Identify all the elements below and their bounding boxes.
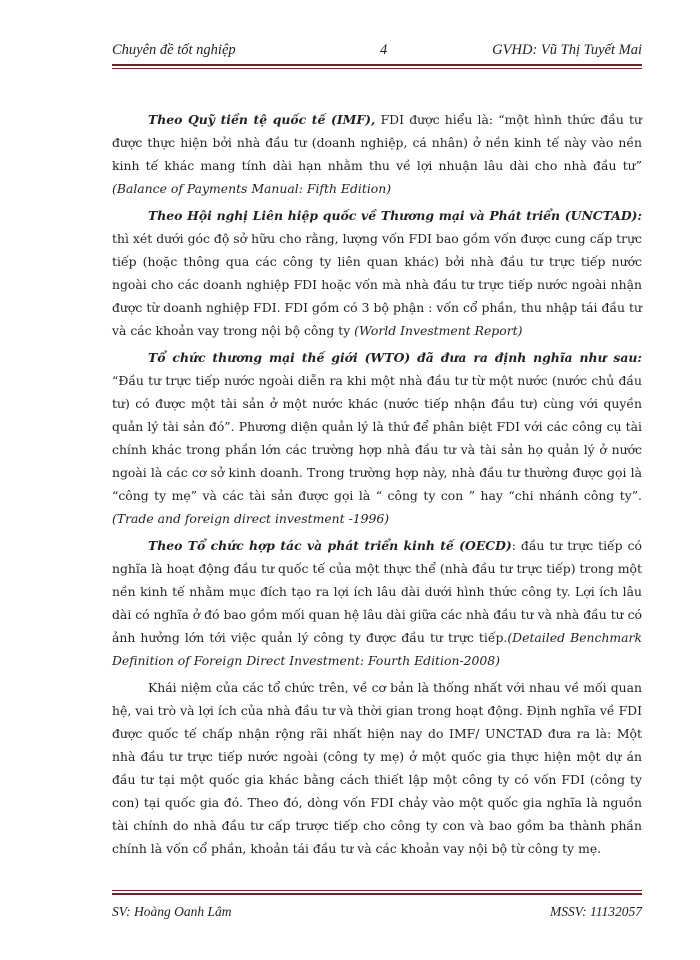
page-number: 4 [380,42,388,58]
footer-student: SV: Hoàng Oanh Lâm [112,904,232,919]
body-text [112,108,642,864]
paragraph-oecd [112,534,642,672]
paragraph-lead: Theo Tổ chức hợp tác và phát triển kinh tế (OECD) [148,538,512,553]
paragraph-lead: Theo Quỹ tiền tệ quốc tế (IMF), [148,112,376,127]
paragraph-body: “Đầu tư trực tiếp nước ngoài diễn ra khi một nhà đầu tư từ một nước (nước chủ đầu tư) có được một tài sản ở một nước khác (nước tiếp nhận đầu tư) cùng với quyền quản lý tài sản đó”. Phương diện quản lý là thứ để phân biệt FDI với các công cụ tài chính khác trong phần lớn các trường hợp nhà đầu tư và tài sản họ quản lý ở nước ngoài là các cơ sở kinh doanh. Trong trường hợp này, nhà đầu tư thường được gọi là “công ty mẹ” và các tài sản được gọi là “ công ty con ” hay “chi nhánh công ty”. [112,373,642,503]
paragraph-imf [112,108,642,200]
paragraph-source: (Balance of Payments Manual: Fifth Edition) [112,181,392,196]
header-title: Chuyên đề tốt nghiệp [112,42,236,58]
footer-rule-thick [112,893,642,895]
header-rule-thin [112,68,642,69]
paragraph-source: (Trade and foreign direct investment -1996) [112,511,390,526]
page-footer [112,904,642,924]
footer-rule-thin [112,890,642,891]
paragraph-lead: Theo Hội nghị Liên hiệp quốc về Thương mại và Phát triển (UNCTAD): [148,208,642,223]
paragraph-body: : đầu tư trực tiếp có nghĩa là hoạt động đầu tư quốc tế của một thực thể (nhà đầu tư trực tiếp) trong một nền kinh tế nhằm mục đích tạo ra lợi ích lâu dài dưới hình thức công ty. Lợi ích lâu dài có nghĩa ở đó bao gồm mối quan hệ lâu dài giữa các nhà đầu tư và nhà đầu tư có ảnh hưởng lớn tới việc quản lý công ty được đầu tư trực tiếp. [112,538,642,645]
paragraph-body: FDI được hiểu là: “một hình thức đầu tư được thực hiện bởi nhà đầu tư (doanh nghiệp, cá nhân) ở nền kinh tế này vào nền kinh tế khác mang tính dài hạn nhằm thu về lợi nhuận lâu dài cho nhà đầu tư” [112,112,642,173]
paragraph-source: (Detailed Benchmark Definition of Foreign Direct Investment: Fourth Edition-2008) [112,630,642,668]
paragraph-body: Khái niệm của các tổ chức trên, về cơ bản là thống nhất với nhau về mối quan hệ, vai trò và lợi ích của nhà đầu tư và thời gian trong hoạt động. Định nghĩa về FDI được quốc tế chấp nhận rộng rãi nhất hiện nay do IMF/ UNCTAD đưa ra là: Một nhà đầu tư trực tiếp nước ngoài (công ty mẹ) ở một quốc gia thực hiện một dự án đầu tư tại một quốc gia khác bằng cách thiết lập một công ty có vốn FDI (công ty con) tại quốc gia đó. Theo đó, dòng vốn FDI chảy vào một quốc gia nghĩa là nguồn tài chính do nhà đầu tư cấp trược tiếp cho công ty con và bao gồm ba thành phần chính là vốn cổ phần, khoản tái đầu tư và các khoản vay nội bộ từ công ty mẹ. [112,680,642,856]
paragraph-summary [112,676,642,860]
paragraph-unctad [112,204,642,342]
footer-student-id: MSSV: 11132057 [550,904,642,919]
paragraph-lead: Tổ chức thương mại thế giới (WTO) đã đưa ra định nghĩa như sau: [148,350,642,365]
page-header [112,42,642,62]
paragraph-wto [112,346,642,530]
header-rule-thick [112,64,642,66]
paragraph-source: (World Investment Report) [354,323,523,338]
header-supervisor: GVHD: Vũ Thị Tuyết Mai [492,42,642,58]
paragraph-body: thì xét dưới góc độ sở hữu cho rằng, lượng vốn FDI bao gồm vốn được cung cấp trực tiếp (hoặc thông qua các công ty liên quan khác) bởi nhà đầu tư trực tiếp nước ngoài cho các doanh nghiệp FDI hoặc vốn mà nhà đầu tư trực tiếp nước ngoài nhận được từ doanh nghiệp FDI. FDI gồm có 3 bộ phận : vốn cổ phần, thu nhập tái đầu tư và các khoản vay trong nội bộ công ty [112,231,642,338]
